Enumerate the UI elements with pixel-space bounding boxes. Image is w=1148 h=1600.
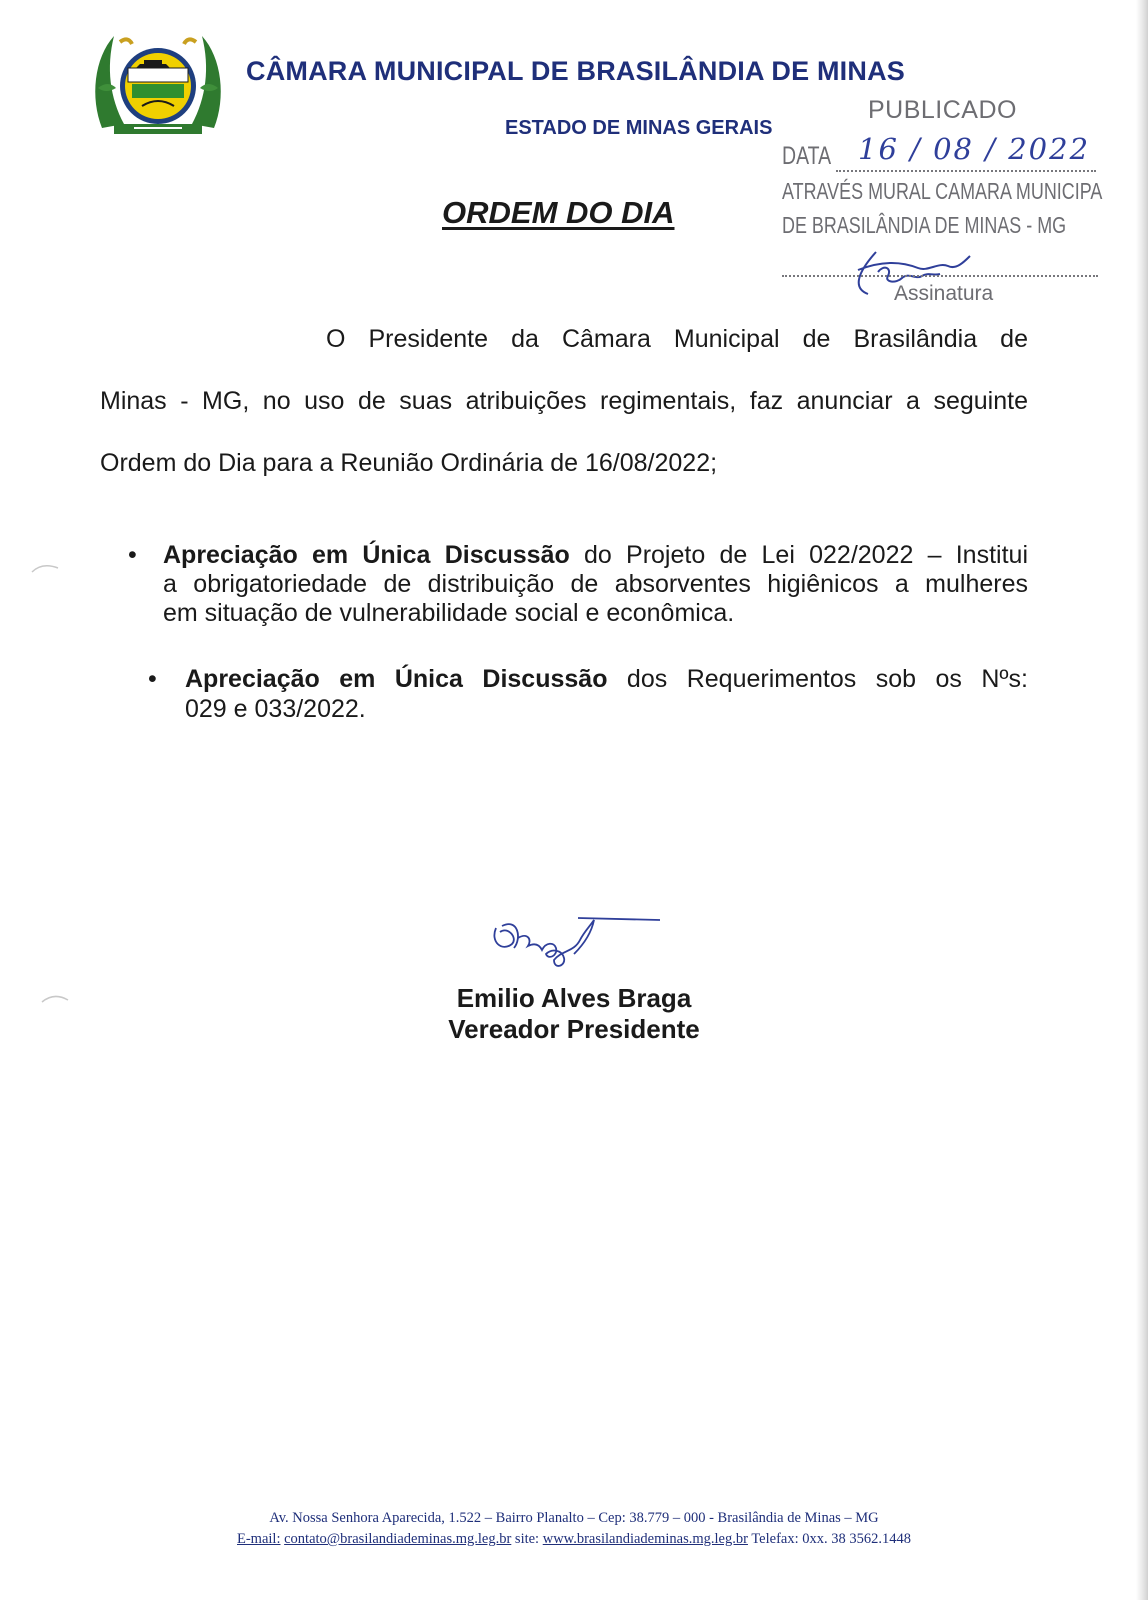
stamp-signature-label: Assinatura: [894, 282, 994, 305]
stamp-line-2: DE BRASILÂNDIA DE MINAS - MG: [782, 212, 1067, 238]
signer-block: [0, 983, 1148, 1045]
municipal-crest-icon: [84, 28, 232, 140]
footer-email-label: E-mail:: [237, 1531, 281, 1547]
agenda-item-title: Apreciação em Única Discussão: [163, 541, 570, 569]
signer-name: Emilio Alves Braga: [456, 983, 692, 1013]
scan-mark-icon: [30, 560, 60, 576]
president-signature-icon: [488, 908, 668, 978]
bullet-dot-icon: •: [128, 541, 137, 569]
stamp-date-label: DATA: [782, 142, 832, 170]
agenda-item-line: [185, 664, 1028, 695]
agenda-item-text: dos Requerimentos sob os Nºs:: [607, 665, 1028, 693]
footer-site-label: site:: [514, 1531, 540, 1547]
signer-role: Vereador Presidente: [448, 1014, 700, 1044]
document-heading: ORDEM DO DIA: [442, 195, 675, 230]
paragraph-line: Minas - MG, no uso de suas atribuições regimentais, faz anunciar a seguinte: [100, 387, 1028, 415]
stamp-line-1: ATRAVÉS MURAL CAMARA MUNICIPA: [782, 178, 1103, 204]
stamp-date-value: 16 / 08 / 2022: [858, 132, 1091, 166]
agenda-item-line: 029 e 033/2022.: [185, 695, 366, 723]
publication-stamp: [778, 92, 1102, 314]
paragraph-line: Ordem do Dia para a Reunião Ordinária de 16/08/2022;: [100, 449, 718, 477]
stamp-signature-line: [782, 275, 1098, 277]
footer-address: Av. Nossa Senhora Aparecida, 1.522 – Bairro Planalto – Cep: 38.779 – 000 - Brasilândia de Minas – MG: [269, 1510, 879, 1526]
institution-title: CÂMARA MUNICIPAL DE BRASILÂNDIA DE MINAS: [246, 56, 905, 86]
page-edge-shadow: [1136, 0, 1148, 1600]
agenda-item-line: em situação de vulnerabilidade social e econômica.: [163, 599, 735, 627]
paragraph-line: O Presidente da Câmara Municipal de Brasilândia de: [326, 325, 1028, 353]
footer-email-link[interactable]: contato@brasilandiademinas.mg.leg.br: [284, 1531, 512, 1547]
agenda-item-line: a obrigatoriedade de distribuição de absorventes higiênicos a mulheres: [163, 570, 1028, 598]
footer-phone: Telefax: 0xx. 38 3562.1448: [751, 1531, 911, 1547]
agenda-item-text: do Projeto de Lei 022/2022 – Institui: [569, 541, 1028, 569]
footer-site-link[interactable]: www.brasilandiademinas.mg.leg.br: [542, 1531, 748, 1547]
state-subtitle: ESTADO DE MINAS GERAIS: [505, 117, 773, 139]
bullet-dot-icon: •: [148, 665, 157, 693]
stamp-date-line: [836, 170, 1096, 172]
footer-contacts: [0, 1531, 1148, 1548]
stamp-published: PUBLICADO: [868, 96, 1017, 124]
agenda-item-title: Apreciação em Única Discussão: [185, 665, 608, 693]
agenda-item-line: [163, 540, 1028, 571]
